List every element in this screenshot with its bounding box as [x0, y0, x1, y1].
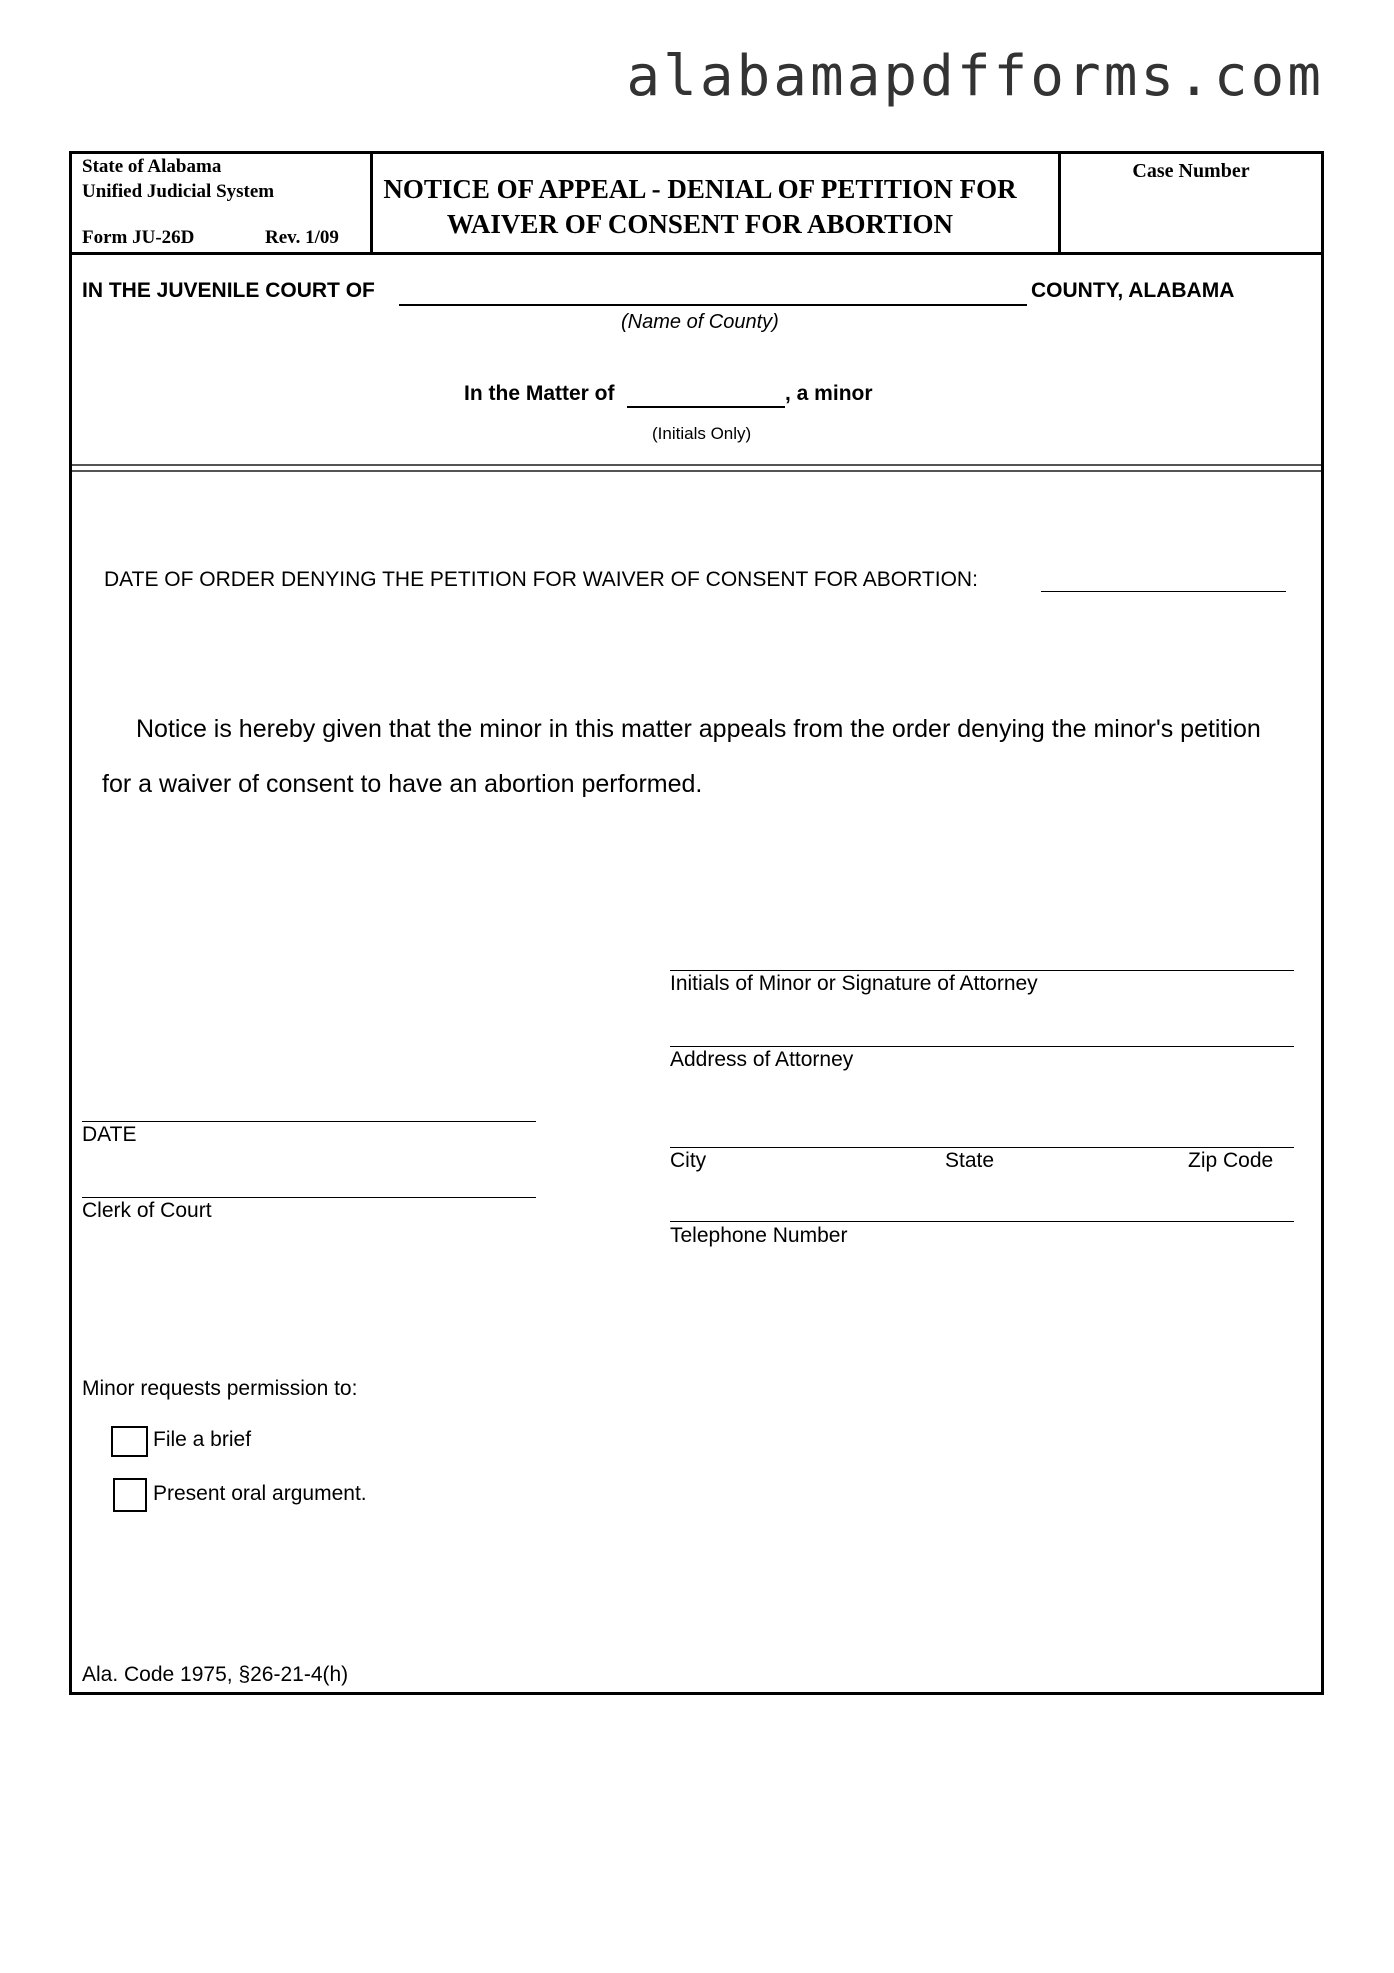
- oral-argument-label: Present oral argument.: [153, 1482, 367, 1505]
- order-date-field[interactable]: [1041, 591, 1286, 592]
- initials-hint: (Initials Only): [652, 424, 752, 443]
- court-suffix: COUNTY, ALABAMA: [1031, 279, 1235, 302]
- case-number-label: Case Number: [1132, 160, 1250, 182]
- attorney-address-label: Address of Attorney: [670, 1048, 854, 1071]
- order-date-label: DATE OF ORDER DENYING THE PETITION FOR WAIVER OF CONSENT FOR ABORTION:: [104, 568, 978, 591]
- state-label: State of Alabama: [82, 156, 222, 177]
- county-name-field[interactable]: [399, 304, 1027, 306]
- section-divider-bottom: [72, 470, 1321, 472]
- matter-suffix: , a minor: [785, 382, 873, 405]
- requests-label: Minor requests permission to:: [82, 1377, 358, 1400]
- city-state-zip-line[interactable]: [670, 1147, 1294, 1148]
- form-revision: Rev. 1/09: [265, 227, 339, 248]
- clerk-label: Clerk of Court: [82, 1199, 212, 1222]
- form-title-line1: NOTICE OF APPEAL - DENIAL OF PETITION FOR: [383, 174, 1017, 204]
- system-label: Unified Judicial System: [82, 181, 275, 202]
- initials-signature-line[interactable]: [670, 970, 1294, 971]
- county-hint: (Name of County): [621, 311, 779, 333]
- telephone-line[interactable]: [670, 1221, 1294, 1222]
- state-field-label: State: [945, 1149, 995, 1172]
- zip-label: Zip Code: [1188, 1149, 1274, 1172]
- file-brief-checkbox[interactable]: [111, 1426, 148, 1457]
- date-line[interactable]: [82, 1121, 536, 1122]
- notice-line2: for a waiver of consent to have an abortion performed.: [102, 770, 703, 798]
- case-number-field[interactable]: [1072, 194, 1312, 244]
- attorney-address-line[interactable]: [670, 1046, 1294, 1047]
- form-frame: [69, 151, 1324, 1695]
- notice-line1: Notice is hereby given that the minor in this matter appeals from the order denying the minor's petition: [136, 715, 1261, 743]
- clerk-signature-line[interactable]: [82, 1197, 536, 1198]
- date-label: DATE: [82, 1123, 137, 1146]
- form-title-line2: WAIVER OF CONSENT FOR ABORTION: [446, 209, 954, 239]
- file-brief-label: File a brief: [153, 1428, 252, 1451]
- matter-prefix: In the Matter of: [464, 382, 615, 405]
- oral-argument-checkbox[interactable]: [113, 1478, 147, 1512]
- site-watermark: alabamapdfforms.com: [626, 44, 1324, 109]
- form-number: Form JU-26D: [82, 227, 195, 248]
- court-prefix: IN THE JUVENILE COURT OF: [82, 279, 375, 302]
- initials-signature-label: Initials of Minor or Signature of Attorney: [670, 972, 1038, 995]
- form-header: [72, 154, 1321, 255]
- telephone-label: Telephone Number: [670, 1224, 848, 1247]
- section-divider-top: [72, 464, 1321, 466]
- city-label: City: [670, 1149, 707, 1172]
- statute-reference: Ala. Code 1975, §26-21-4(h): [82, 1663, 349, 1686]
- minor-initials-field[interactable]: [627, 406, 785, 408]
